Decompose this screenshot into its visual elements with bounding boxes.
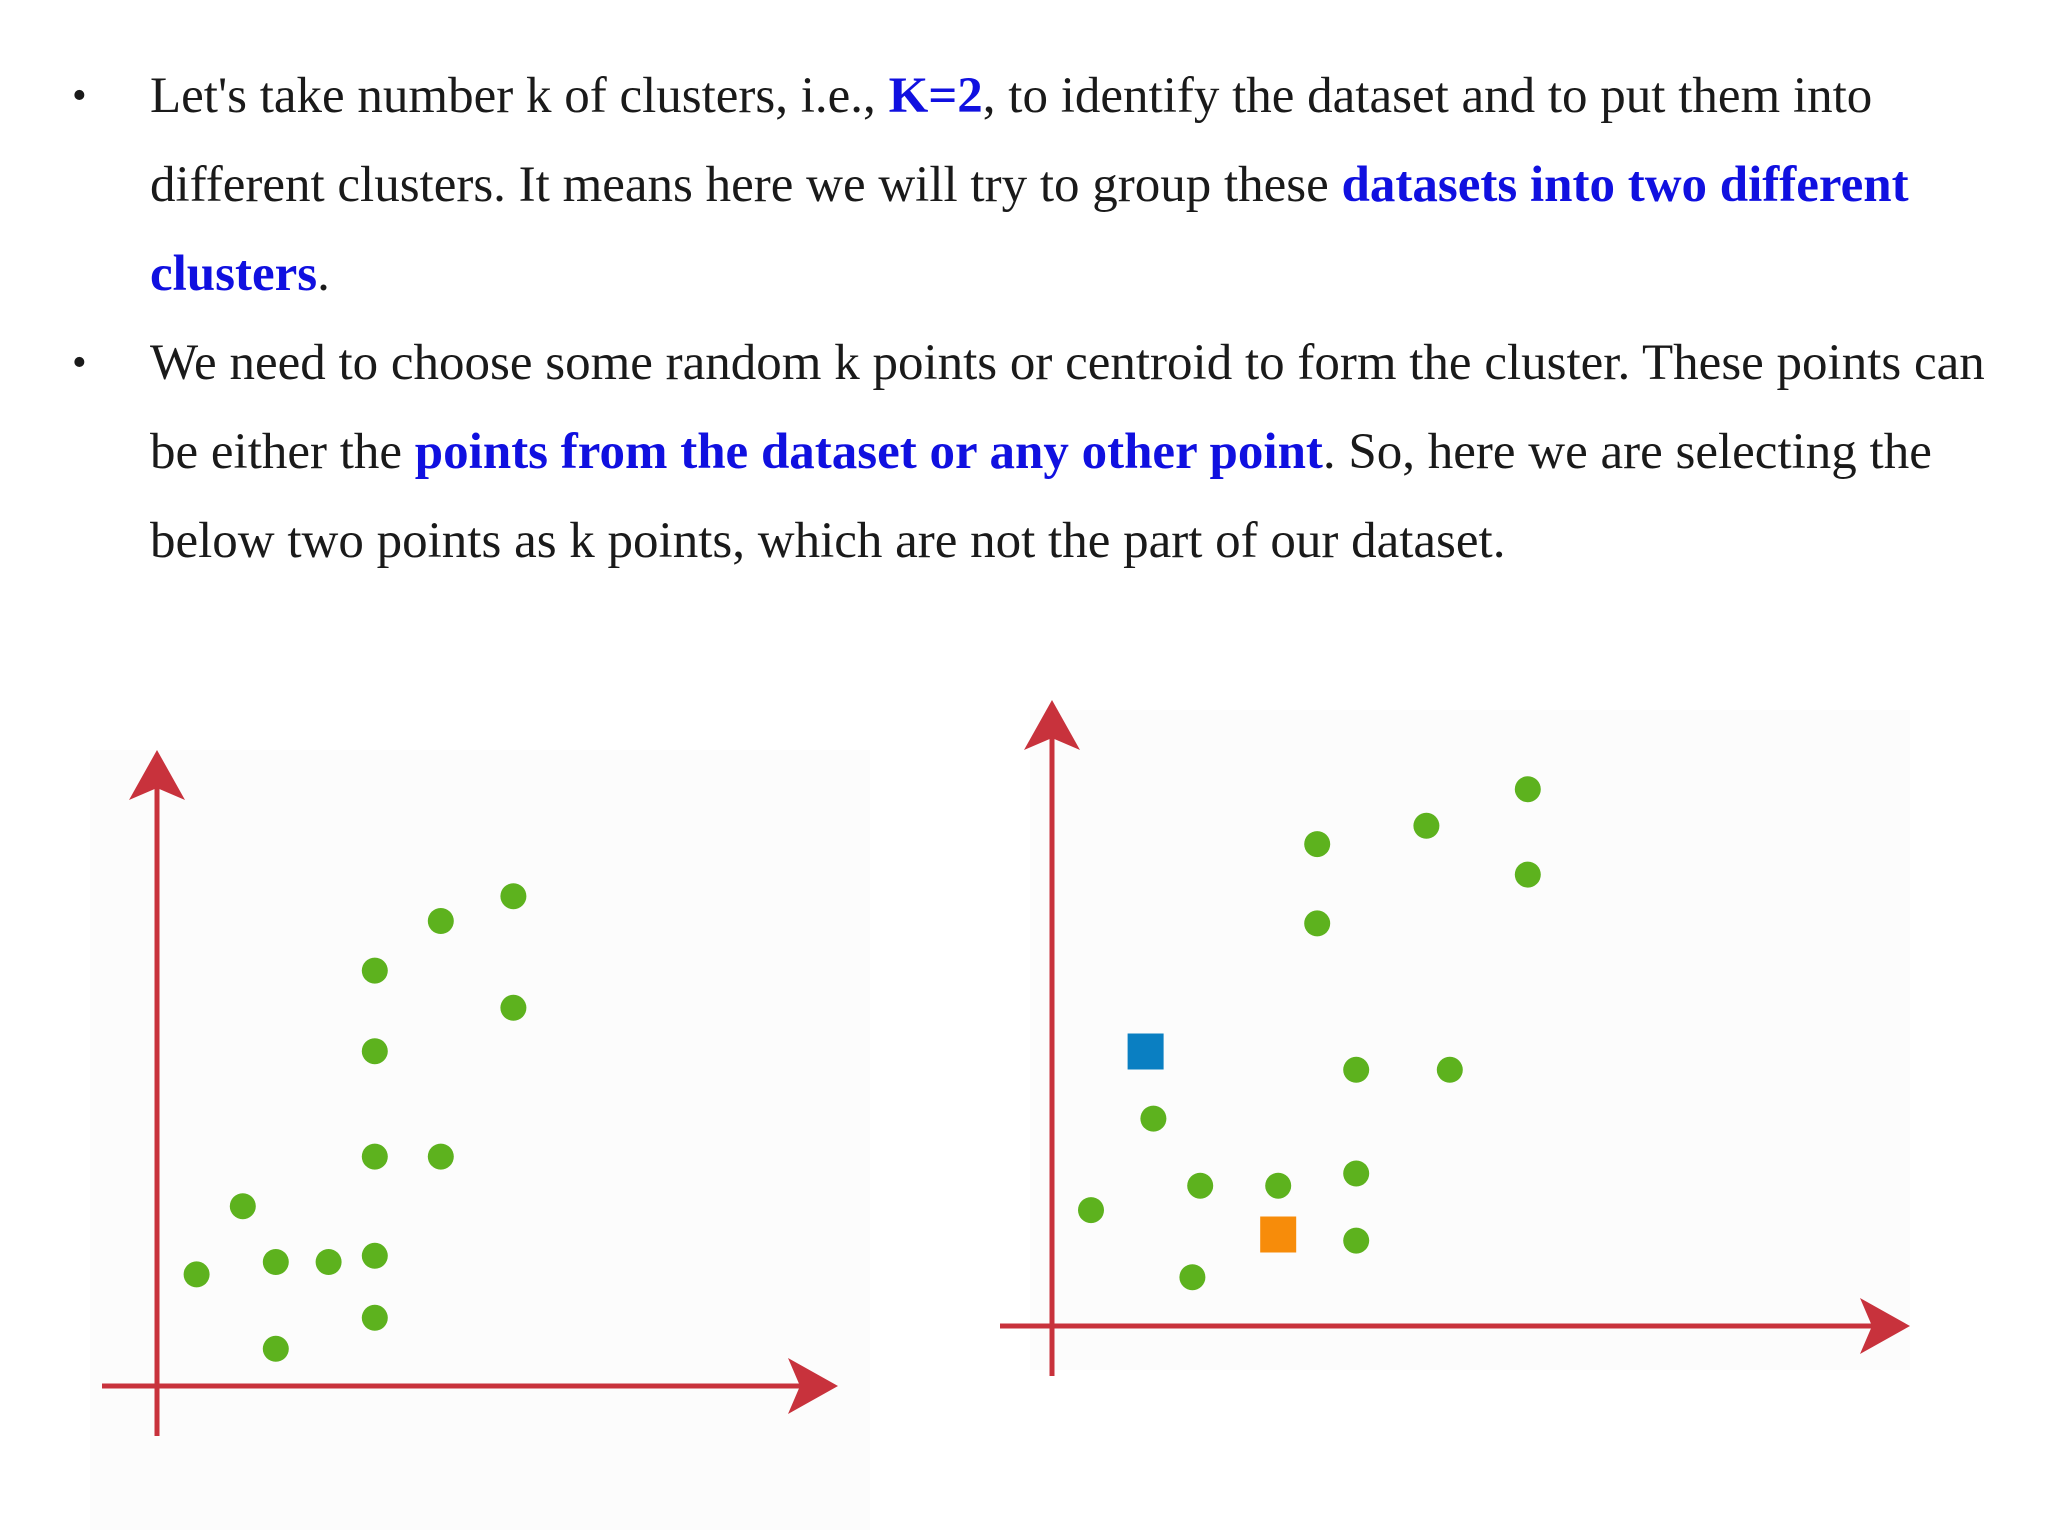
text-segment: We need to choose some random k points or centroid to form the cluster. These points can be either the <box>150 335 1985 480</box>
text-segment: Let's take number k of clusters, i.e., <box>150 68 889 124</box>
highlighted-text: datasets into two different clusters <box>150 157 1909 302</box>
data-point <box>362 1305 388 1331</box>
data-point <box>1304 910 1330 936</box>
data-point <box>362 1243 388 1269</box>
bullet-text <box>150 68 1909 302</box>
highlighted-text: points from the dataset or any other point <box>414 424 1323 480</box>
data-point <box>362 958 388 984</box>
scatter-plot-initial-dataset <box>90 690 870 1530</box>
data-point <box>1343 1057 1369 1083</box>
data-point <box>500 883 526 909</box>
highlighted-text: K=2 <box>888 68 983 124</box>
data-point <box>362 1038 388 1064</box>
data-point <box>263 1336 289 1362</box>
data-point <box>1179 1264 1205 1290</box>
bullet-item <box>0 319 2048 586</box>
bullet-list <box>0 52 2048 586</box>
data-point <box>1304 831 1330 857</box>
centroid-marker <box>1260 1217 1296 1253</box>
scatter-plot-with-centroids <box>1000 690 1940 1390</box>
data-point <box>1343 1161 1369 1187</box>
data-point <box>500 995 526 1021</box>
plot-background <box>90 750 870 1530</box>
data-point <box>362 1144 388 1170</box>
text-segment: , to identify the dataset and to put them into different clusters. It means here we will try to group these <box>150 68 1873 213</box>
text-segment: . So, here we are selecting the below two points as k points, which are not the part of our dataset. <box>150 424 1932 569</box>
data-point <box>1265 1173 1291 1199</box>
bullet-item <box>0 52 2048 319</box>
data-point <box>1515 862 1541 888</box>
bullet-marker: • <box>72 340 87 386</box>
data-point <box>1343 1228 1369 1254</box>
data-point <box>1078 1197 1104 1223</box>
data-point <box>1437 1057 1463 1083</box>
data-point <box>184 1261 210 1287</box>
bullet-marker: • <box>72 73 87 119</box>
centroid-marker <box>1128 1034 1164 1070</box>
bullet-text <box>150 335 1985 569</box>
data-point <box>428 908 454 934</box>
data-point <box>1413 813 1439 839</box>
data-point <box>1187 1173 1213 1199</box>
text-segment: . <box>317 246 330 302</box>
data-point <box>1515 776 1541 802</box>
data-point <box>316 1249 342 1275</box>
data-point <box>428 1144 454 1170</box>
data-point <box>263 1249 289 1275</box>
data-point <box>230 1193 256 1219</box>
data-point <box>1140 1106 1166 1132</box>
